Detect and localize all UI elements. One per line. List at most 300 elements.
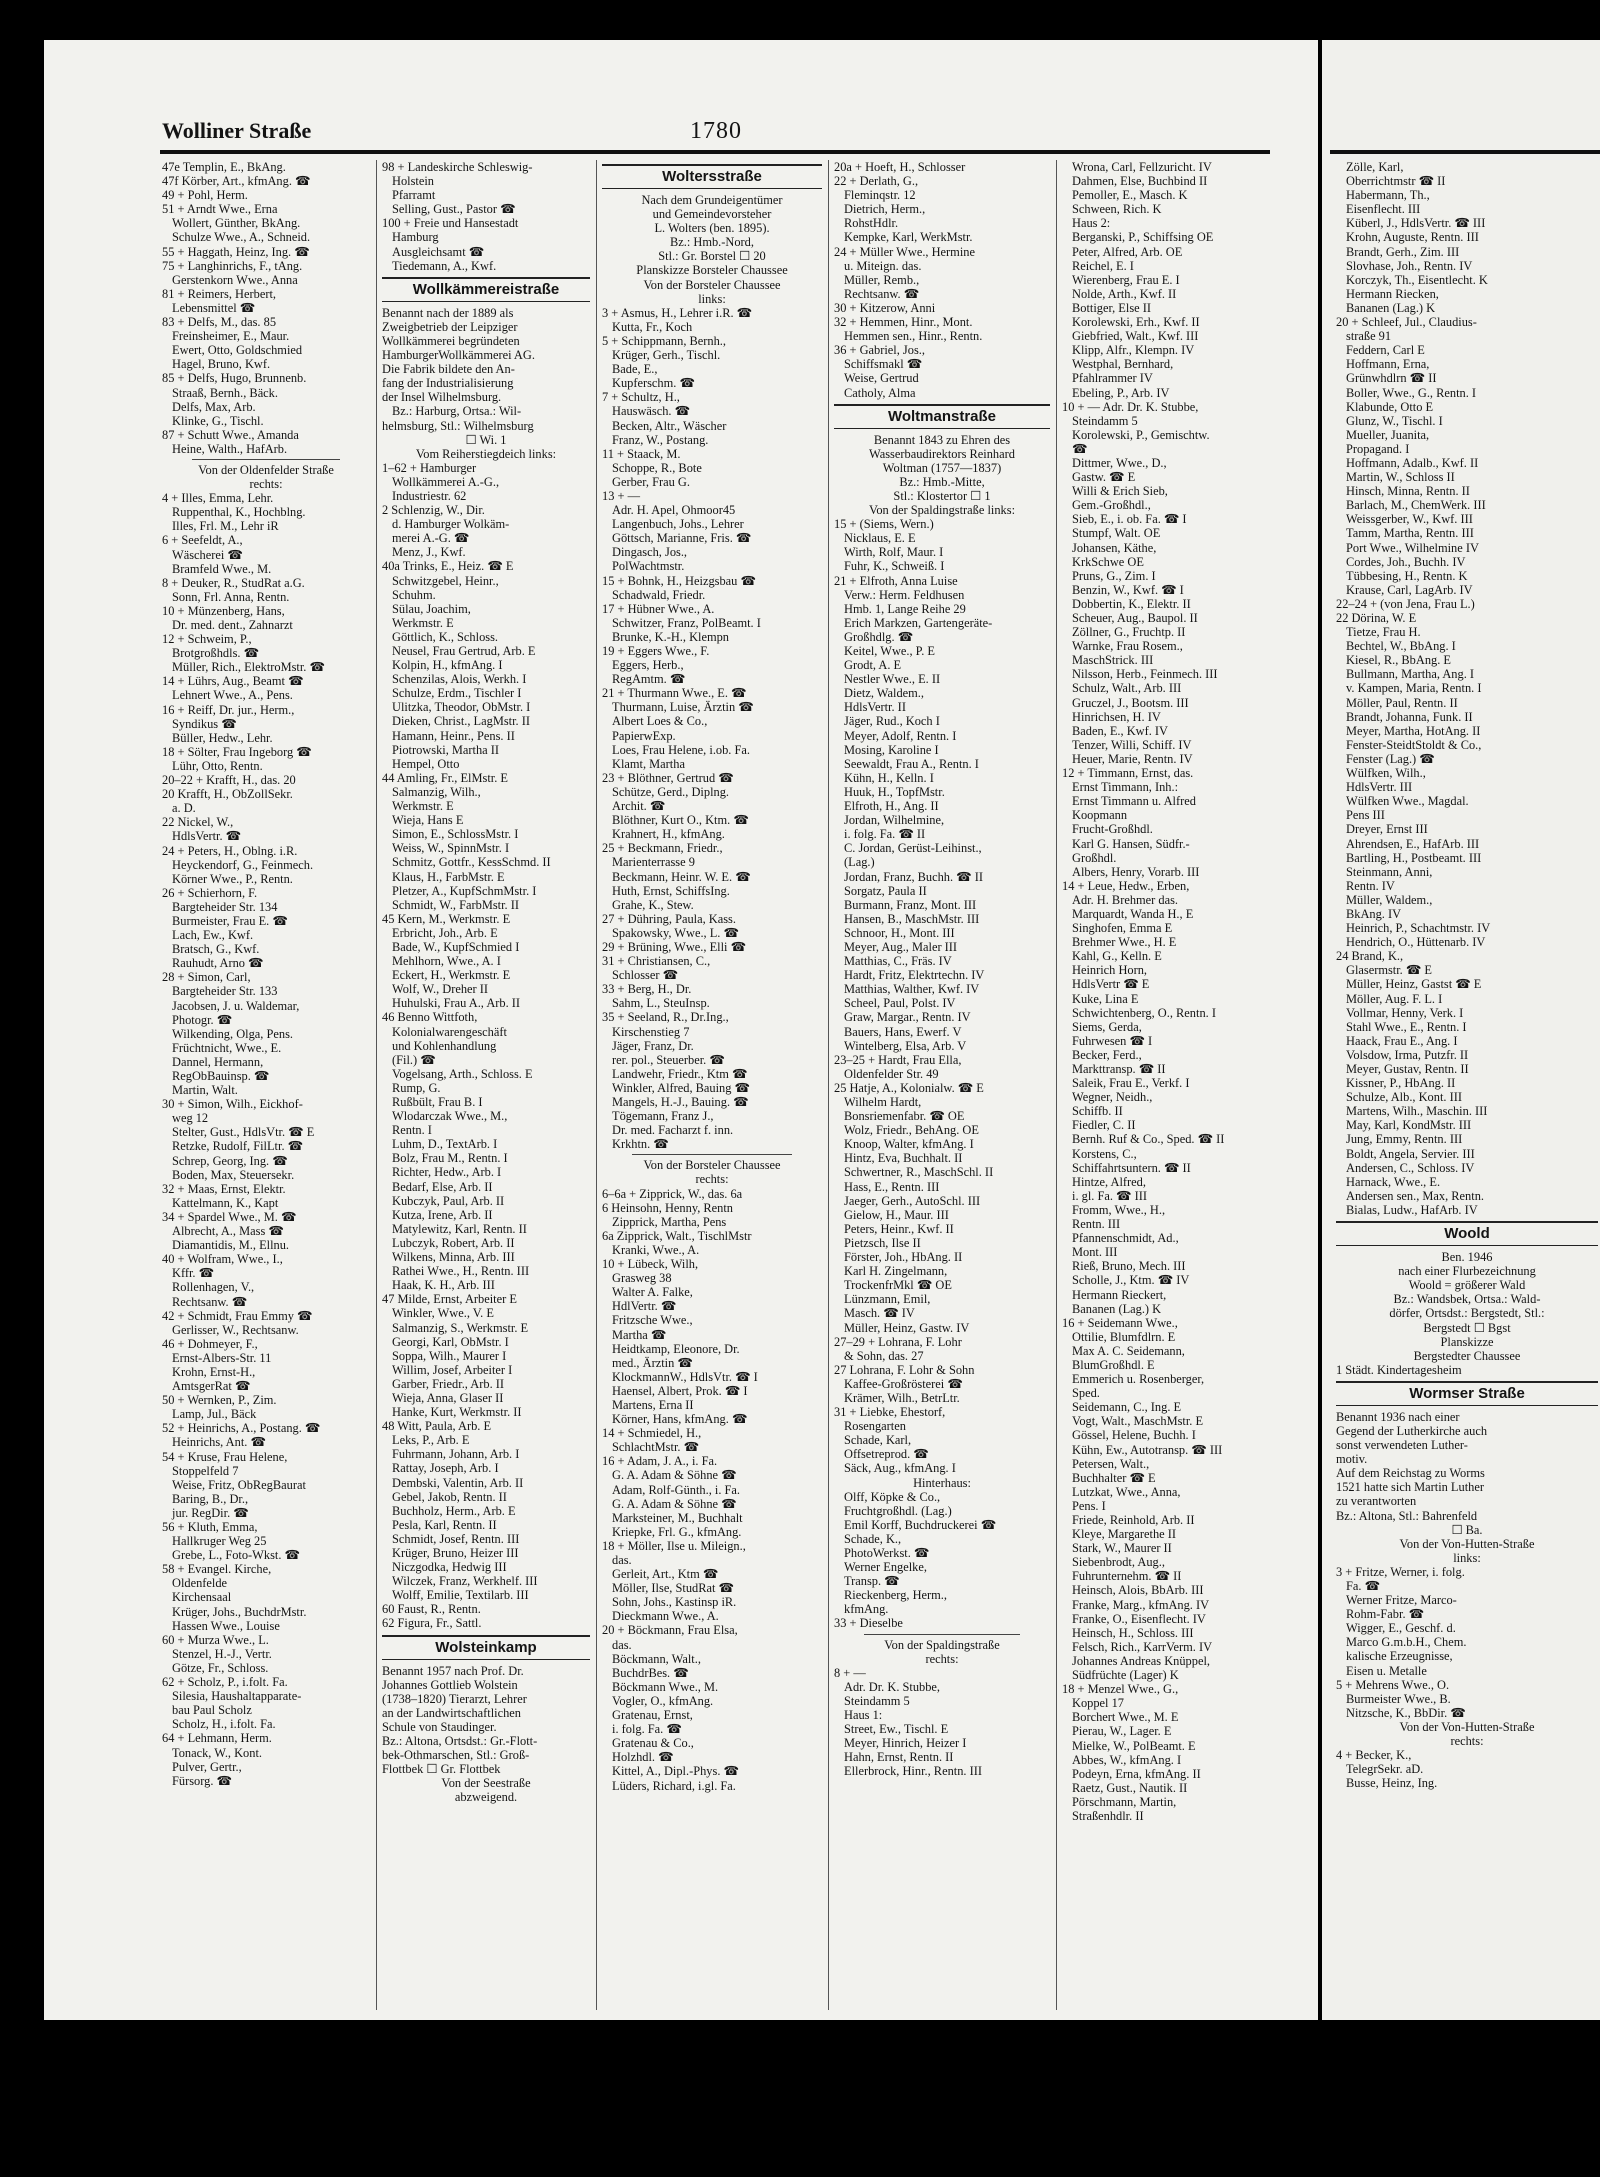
resident-entry: AmtsgerRat ☎ (172, 1379, 251, 1394)
resident-entry: Göttsch, Marianne, Fris. ☎ (612, 531, 752, 546)
resident-entry: Eggers, Herb., (612, 658, 684, 673)
resident-entry: Hahn, Ernst, Rentn. II (844, 1750, 954, 1765)
resident-entry: Müller, Rich., ElektroMstr. ☎ (172, 660, 325, 675)
house-entry: 23–25 + Hardt, Frau Ella, (834, 1052, 962, 1067)
resident-entry: Pens. I (1072, 1498, 1106, 1513)
resident-entry: Mangels, H.-J., Bauing. ☎ (612, 1095, 749, 1109)
resident-entry: Stoppelfeld 7 (172, 1463, 239, 1478)
resident-entry: HdlsVertr ☎ E (1072, 977, 1150, 992)
resident-entry: Wilczek, Franz, Werkhelf. III (392, 1574, 538, 1589)
resident-entry: Seewaldt, Frau A., Rentn. I (844, 756, 979, 771)
column-2 (382, 160, 590, 2005)
resident-entry: Fromm, Wwe., H., (1072, 1202, 1166, 1217)
resident-entry: Salmanzig, S., Werkmstr. E (392, 1320, 529, 1335)
street-note: Bergstedter Chaussee (1413, 1348, 1521, 1363)
resident-entry: Müller, Heinz, Gastst ☎ E (1346, 977, 1482, 992)
resident-entry: Rieckenberg, Herm., (844, 1588, 947, 1603)
resident-entry: Felsch, Rich., KarrVerm. IV (1072, 1639, 1213, 1654)
resident-entry: Bottiger, Else II (1072, 300, 1151, 315)
resident-entry: Fürsorg. ☎ (172, 1773, 232, 1788)
house-entry: 17 + Hübner Wwe., A. (602, 601, 715, 616)
resident-entry: Marienterrasse 9 (612, 855, 695, 870)
resident-entry: Hanke, Kurt, Werkmstr. II (392, 1405, 522, 1420)
resident-entry: Tonack, W., Kont. (172, 1745, 262, 1760)
resident-entry: Glasermstr. ☎ E (1346, 963, 1432, 978)
house-entry: zu verantworten (1336, 1494, 1417, 1509)
street-note: Hinterhaus: (913, 1475, 971, 1490)
resident-entry: Gastw. ☎ E (1072, 470, 1136, 485)
resident-entry: Masch. ☎ IV (844, 1306, 915, 1321)
house-entry: Johannes Gottlieb Wolstein (382, 1677, 518, 1692)
resident-entry: Johansen, Käthe, (1072, 540, 1157, 555)
resident-entry: Loes, Frau Helene, i.ob. Fa. (612, 742, 750, 757)
resident-entry: Korolewski, Erh., Kwf. II (1072, 315, 1200, 330)
resident-entry: Borchert Wwe., M. E (1072, 1710, 1179, 1725)
resident-entry: BlumGroßhdl. E (1072, 1357, 1155, 1372)
resident-entry: Illes, Frl. M., Lehr iR (172, 519, 279, 534)
house-entry: an der Landwirtschaftlichen (382, 1705, 521, 1720)
resident-entry: Abbes, W., kfmAng. I (1072, 1752, 1182, 1767)
resident-entry: RegObBauinsp. ☎ (172, 1069, 270, 1083)
resident-entry: Schwitzgebel, Heinr., (392, 573, 499, 588)
resident-entry: Ahrendsen, E., HafArb. III (1346, 836, 1480, 851)
resident-entry: Dreyer, Ernst III (1346, 822, 1428, 837)
resident-entry: Büller, Hedw., Lehr. (172, 730, 273, 745)
house-entry: Benannt 1936 nach einer (1336, 1409, 1460, 1424)
resident-entry: Barlach, M., ChemWerk. III (1346, 498, 1486, 513)
house-entry: bek-Othmarschen, Stl.: Groß- (382, 1748, 530, 1763)
street-note: Stl.: Klostertor ☐ 1 (893, 488, 991, 503)
resident-entry: Fuhrunternehm. ☎ II (1072, 1569, 1182, 1584)
resident-entry: Vogt, Walt., MaschMstr. E (1072, 1414, 1204, 1429)
resident-entry: TrockenfrMkl ☎ OE (844, 1278, 952, 1293)
house-entry: 15 + (Siems, Wern.) (834, 517, 934, 532)
resident-entry: Gielow, H., Maur. III (844, 1207, 949, 1222)
resident-entry: Adr. H. Brehmer das. (1072, 892, 1178, 907)
resident-entry: Kleye, Margarethe II (1072, 1527, 1177, 1542)
house-entry: Die Fabrik bildete den An- (382, 362, 515, 377)
resident-entry: Krohn, Auguste, Rentn. III (1346, 230, 1479, 245)
resident-entry: Luhm, D., TextArb. I (392, 1137, 498, 1152)
resident-entry: Soppa, Wilh., Maurer I (392, 1348, 507, 1363)
resident-entry: Pletzer, A., KupfSchmMstr. I (392, 883, 537, 898)
resident-entry: Brunke, K.-H., Klempn (612, 629, 730, 644)
resident-entry: Baring, B., Dr., (172, 1491, 249, 1506)
column-divider (596, 160, 597, 2010)
resident-entry: Giebfried, Walt., Kwf. III (1072, 329, 1199, 344)
resident-entry: Lünzmann, Emil, (844, 1292, 931, 1307)
resident-entry: Kiesel, R., BbAng. E (1346, 653, 1451, 668)
resident-entry: Hamburg (392, 230, 439, 245)
house-entry: 34 + Spardel Wwe., M. ☎ (162, 1209, 297, 1224)
section-separator (864, 1634, 1020, 1635)
resident-entry: Grodt, A. E (844, 658, 902, 673)
resident-entry: Leks, P., Arb. E (392, 1433, 470, 1448)
resident-entry: Scholz, H., i.folt. Fa. (172, 1717, 276, 1732)
resident-entry: Gerber, Frau G. (612, 474, 690, 489)
resident-entry: Kirchensaal (172, 1590, 232, 1605)
resident-entry: Vogler, O., kfmAng. (612, 1693, 714, 1708)
house-entry: sonst verwendeten Luther- (1336, 1438, 1468, 1453)
resident-entry: Schmitz, Gottfr., KessSchmd. II (392, 855, 551, 870)
house-entry: 62 + Scholz, P., i.folt. Fa. (162, 1675, 288, 1690)
house-entry: 1–62 + Hamburger (382, 460, 477, 475)
resident-entry: Jordan, Franz, Buchh. ☎ II (844, 869, 983, 884)
resident-entry: Siebenbrodt, Aug., (1072, 1555, 1165, 1570)
street-note: Von der Borsteler Chaussee (643, 277, 781, 292)
resident-entry: Kaffee-Großrösterei ☎ (844, 1376, 963, 1391)
resident-entry: Buchholz, Herm., Arb. E (392, 1503, 516, 1518)
resident-entry: Hempel, Otto (392, 756, 460, 771)
resident-entry: Schütze, Gerd., Diplng. (612, 784, 729, 799)
resident-entry: Bz.: Harburg, Ortsa.: Wil- (392, 404, 522, 419)
resident-entry: Garber, Friedr., Arb. II (392, 1376, 505, 1391)
house-entry: 1521 hatte sich Martin Luther (1336, 1480, 1484, 1495)
house-entry: 31 + Christiansen, C., (602, 954, 711, 969)
house-entry: 6 Heinsohn, Henny, Rentn (602, 1200, 734, 1215)
resident-entry: Großhdlg. ☎ (844, 629, 914, 644)
resident-entry: Fenster (Lag.) ☎ (1346, 751, 1435, 766)
resident-entry: Pörschmann, Martin, (1072, 1794, 1177, 1809)
resident-entry: Schlosser ☎ (612, 968, 679, 983)
resident-entry: Schade, Karl, (844, 1433, 912, 1448)
resident-entry: Grahe, K., Stew. (612, 897, 694, 912)
house-entry: 4 + Becker, K., (1336, 1748, 1412, 1763)
resident-entry: Pesla, Karl, Rentn. II (392, 1517, 497, 1532)
resident-entry: Kühn, Ew., Autotransp. ☎ III (1072, 1442, 1223, 1457)
resident-entry: Schwertner, R., MaschSchl. II (844, 1165, 994, 1180)
resident-entry: Haus 1: (844, 1708, 883, 1723)
street-note: rechts: (249, 477, 283, 492)
resident-entry: Müller, Heinz, Gastw. IV (844, 1320, 970, 1335)
resident-entry: Marco G.m.b.H., Chem. (1346, 1635, 1467, 1650)
resident-entry: Ernst-Albers-Str. 11 (172, 1350, 272, 1365)
resident-entry: Tögemann, Franz J., (612, 1109, 714, 1124)
house-entry: 14 + Schmiedel, H., (602, 1426, 702, 1441)
resident-entry: Korstens, C., (1072, 1146, 1137, 1161)
resident-entry: Bernh. Ruf & Co., Sped. ☎ II (1072, 1132, 1225, 1147)
resident-entry: Wilkending, Olga, Pens. (172, 1026, 293, 1041)
resident-entry: Küberl, J., HdlsVertr. ☎ III (1346, 216, 1486, 231)
resident-entry: Bargteheider Str. 134 (172, 899, 278, 914)
resident-entry: Sorgatz, Paula II (844, 883, 927, 898)
resident-entry: RegAmtm. ☎ (612, 672, 686, 687)
house-entry: 45 Kern, M., Werkmstr. E (382, 911, 511, 926)
resident-entry: Sieb, E., i. ob. Fa. ☎ I (1072, 512, 1187, 527)
resident-entry: Sped. (1072, 1386, 1100, 1401)
resident-entry: Raetz, Gust., Nautik. II (1072, 1780, 1188, 1795)
street-note: Nach dem Grundeigentümer (641, 193, 783, 207)
resident-entry: Wülfken, Wilh., (1346, 766, 1426, 781)
resident-entry: Matthias, C., Fräs. IV (844, 954, 952, 969)
street-note: Von der Spaldingstraße (884, 1637, 1000, 1652)
resident-entry: Franke, O., Eisenflecht. IV (1072, 1611, 1206, 1626)
house-entry: 16 + Seidemann Wwe., (1062, 1315, 1178, 1330)
house-entry: 21 + Elfroth, Anna Luise (834, 573, 958, 588)
house-entry: 11 + Staack, M. (602, 446, 681, 461)
resident-entry: Krämer, Wilh., BetrLtr. (844, 1390, 960, 1405)
resident-entry: Möller, Aug. F. L. I (1346, 991, 1443, 1006)
house-entry: 47f Körber, Art., kfmAng. ☎ (162, 174, 311, 189)
resident-entry: Sohn, Johs., Kastinsp iR. (612, 1595, 737, 1610)
resident-entry: Straßenhdlr. II (1072, 1808, 1144, 1823)
resident-entry: Schenzilas, Alois, Werkh. I (392, 672, 527, 687)
column-5 (1062, 160, 1270, 2005)
resident-entry: Rump, G. (392, 1080, 441, 1095)
resident-entry: Pulver, Gertr., (172, 1759, 242, 1774)
resident-entry: Müller, Remb., (844, 272, 920, 287)
resident-entry: Schween, Rich. K (1072, 202, 1162, 217)
resident-entry: Eisen u. Metalle (1346, 1663, 1427, 1678)
resident-entry: Holzhdl. ☎ (612, 1750, 674, 1765)
resident-entry: Koppel 17 (1072, 1696, 1124, 1711)
column-6 (1336, 160, 1598, 2005)
resident-entry: Dr. med. dent., Zahnarzt (172, 618, 293, 632)
resident-entry: Marquardt, Wanda H., E (1072, 906, 1194, 921)
column-divider (376, 160, 377, 2010)
house-entry: 75 + Langhinrichs, F., tAng. (162, 258, 303, 273)
resident-entry: Böckmann, Walt., (612, 1651, 701, 1666)
resident-entry: das. (612, 1553, 632, 1567)
resident-entry: Schade, K., (844, 1531, 902, 1546)
resident-entry: Ausgleichsamt ☎ (392, 244, 485, 259)
resident-entry: Heinsch, Alois, BbArb. III (1072, 1583, 1204, 1598)
resident-entry: Rathei Wwe., H., Rentn. III (392, 1264, 530, 1279)
resident-entry: Andersen, C., Schloss. IV (1346, 1160, 1475, 1175)
resident-entry: Volsdow, Irma, Putzfr. II (1346, 1047, 1469, 1062)
resident-entry: Nicklaus, E. E (844, 531, 916, 546)
street-note: Von der Spaldingstraße links: (868, 503, 1016, 518)
house-entry: 25 + Beckmann, Friedr., (602, 841, 723, 856)
resident-entry: Mont. III (1072, 1245, 1118, 1260)
resident-entry: Rentn. III (1072, 1217, 1121, 1232)
resident-entry: Kahl, G., Kelln. E (1072, 949, 1162, 964)
house-entry: 40 + Wolfram, Wwe., I., (162, 1252, 283, 1267)
resident-entry: Jung, Emmy, Rentn. III (1346, 1132, 1463, 1147)
resident-entry: Schadwald, Friedr. (612, 587, 706, 602)
resident-entry: straße 91 (1346, 329, 1392, 344)
resident-entry: Haus 2: (1072, 216, 1111, 231)
resident-entry: Bramfeld Wwe., M. (172, 561, 272, 576)
house-entry: 13 + — (602, 488, 640, 503)
house-entry: 32 + Maas, Ernst, Elektr. (162, 1181, 286, 1196)
resident-entry: Möller, Ilse, StudRat ☎ (612, 1581, 734, 1596)
resident-entry: Albert Loes & Co., (612, 714, 708, 729)
resident-entry: Schulze, Erdm., Tischler I (392, 686, 522, 701)
house-entry: 24 + Peters, H., Oblng. i.R. (162, 843, 298, 858)
resident-entry: Propagand. I (1346, 441, 1410, 456)
resident-entry: Meyer, Aug., Maler III (844, 939, 958, 954)
resident-entry: Kempke, Karl, WerkMstr. (844, 230, 973, 245)
resident-entry: Gerleit, Art., Ktm ☎ (612, 1567, 719, 1582)
resident-entry: i. folg. Fa. ☎ (612, 1722, 682, 1737)
resident-entry: Rechtsanw. ☎ (844, 286, 920, 301)
resident-entry: Krüger, Bruno, Heizer III (392, 1546, 519, 1560)
resident-entry: Vogelsang, Arth., Schloss. E (392, 1066, 533, 1081)
resident-entry: Wollkämmerei A.-G., (392, 474, 500, 489)
street-note: Bz.: Hmb.-Mitte, (899, 474, 985, 489)
resident-entry: Gerlisser, W., Rechtsanw. (172, 1322, 299, 1337)
resident-entry: Heidtkamp, Eleonore, Dr. (612, 1341, 740, 1356)
resident-entry: Knoop, Walter, kfmAng. I (844, 1137, 974, 1152)
resident-entry: Bade, W., KupfSchmied I (392, 939, 520, 954)
resident-entry: Martens, Wilh., Maschin. III (1346, 1104, 1488, 1119)
resident-entry: Pruns, G., Zim. I (1072, 568, 1156, 583)
resident-entry: Ruppenthal, K., Hochblng. (172, 505, 306, 520)
resident-entry: Weise, Fritz, ObRegBaurat (172, 1477, 306, 1492)
resident-entry: Erich Markzen, Gartengeräte- (844, 615, 993, 630)
resident-entry: Ewert, Otto, Goldschmied (172, 343, 303, 358)
resident-entry: Warnke, Frau Rosem., (1072, 639, 1183, 654)
house-entry: Zweigbetrieb der Leipziger (382, 319, 518, 334)
house-entry: (1738–1820) Tierarzt, Lehrer (382, 1691, 527, 1706)
resident-entry: Fenster-SteidtStoldt & Co., (1346, 737, 1482, 752)
resident-entry: Petersen, Walt., (1072, 1456, 1150, 1471)
resident-entry: Archit. ☎ (612, 799, 666, 814)
house-entry: 10 + Lübeck, Wilh, (602, 1257, 699, 1272)
resident-entry: Hemmen sen., Hinr., Rentn. (844, 329, 983, 344)
resident-entry: Fuhr, K., Schweiß. I (844, 559, 945, 574)
resident-entry: Industriestr. 62 (392, 488, 467, 503)
resident-entry: Vollmar, Henny, Verk. I (1346, 1005, 1464, 1020)
resident-entry: Klamt, Martha (612, 756, 685, 771)
resident-entry: Möller, Paul, Rentn. II (1346, 695, 1458, 710)
house-entry: 24 Brand, K., (1336, 949, 1404, 964)
resident-entry: Fruchtgroßhdl. (Lag.) (844, 1503, 952, 1518)
resident-entry: Hardt, Fritz, Elektrtechn. IV (844, 968, 985, 983)
resident-entry: Rohm-Fabr. ☎ (1346, 1607, 1425, 1622)
house-entry: 60 Faust, R., Rentn. (382, 1602, 481, 1617)
resident-entry: May, Karl, KondMstr. III (1346, 1118, 1472, 1133)
resident-entry: Dietrich, Herm., (844, 202, 926, 217)
header-rule (160, 150, 1270, 154)
house-entry: 20 Krafft, H., ObZollSekr. (162, 787, 293, 802)
resident-entry: Markttransp. ☎ II (1072, 1062, 1166, 1076)
house-entry: 20 + Böckmann, Frau Elsa, (602, 1623, 738, 1638)
resident-entry: HdlsVertr. ☎ (172, 829, 242, 844)
house-entry: 47e Templin, E., BkAng. (162, 160, 286, 174)
resident-entry: Stumpf, Walt. OE (1072, 526, 1161, 541)
resident-entry: Adam, Rolf-Günth., i. Fa. (612, 1482, 741, 1497)
resident-entry: Stahl Wwe., E., Rentn. I (1346, 1019, 1467, 1034)
resident-entry: Gem.-Großhdl., (1072, 498, 1151, 513)
house-entry: 32 + Hemmen, Hinr., Mont. (834, 315, 973, 330)
house-entry: 50 + Wernken, P., Zim. (162, 1393, 277, 1408)
resident-entry: Erbricht, Joh., Arb. E (392, 925, 498, 940)
house-entry: 27 Lohrana, F. Lohr & Sohn (834, 1362, 975, 1377)
resident-entry: Kriepke, Frl. G., kfmAng. (612, 1524, 742, 1539)
house-entry: 56 + Kluth, Emma, (162, 1520, 258, 1534)
resident-entry: Wrona, Carl, Fellzuricht. IV (1072, 160, 1212, 174)
street-note: nach einer Flurbezeichnung (1398, 1264, 1536, 1279)
resident-entry: Hassen Wwe., Louise (172, 1618, 280, 1633)
resident-entry: Heine, Walth., HafArb. (172, 441, 288, 456)
resident-entry: Albers, Henry, Vorarb. III (1072, 864, 1200, 879)
resident-entry: Karl H. Zingelmann, (844, 1264, 948, 1279)
resident-entry: Pfarramt (392, 188, 436, 203)
house-entry: Schule von Staudinger. (382, 1719, 497, 1734)
resident-entry: Feddern, Carl E (1346, 343, 1425, 358)
resident-entry: Heyckendorf, G., Feinmech. (172, 857, 314, 872)
resident-entry: Pemoller, E., Masch. K (1072, 188, 1188, 203)
house-entry: 36 + Gabriel, Jos., (834, 343, 925, 358)
resident-entry: Martin, W., Schloss II (1346, 470, 1455, 485)
resident-entry: Syndikus ☎ (172, 716, 237, 731)
resident-entry: Meyer, Adolf, Rentn. I (844, 728, 957, 743)
house-entry: der Insel Wilhelmsburg. (382, 390, 502, 405)
resident-entry: Salmanzig, Wilh., (392, 784, 481, 799)
house-entry: 22–24 + (von Jena, Frau L.) (1336, 596, 1475, 611)
resident-entry: Werner Engelke, (844, 1560, 927, 1575)
house-entry: 7 + Schultz, H., (602, 390, 680, 405)
resident-entry: Kranki, Wwe., A. (612, 1242, 700, 1257)
street-note: Vom Reiherstiegdeich links: (415, 446, 557, 461)
resident-entry: Lach, Ew., Kwf. (172, 928, 254, 943)
resident-entry: Pfahlrammer IV (1072, 371, 1153, 386)
street-heading: Wormser Straße (1336, 1381, 1598, 1406)
house-entry: 14 + Leue, Hedw., Erben, (1062, 878, 1190, 893)
resident-entry: Rieß, Bruno, Mech. III (1072, 1259, 1186, 1274)
resident-entry: Dittmer, Wwe., D., (1072, 455, 1167, 470)
resident-entry: Hass, E., Rentn. III (844, 1179, 940, 1194)
resident-entry: Wieja, Anna, Glaser II (392, 1390, 504, 1405)
resident-entry: Benzin, W., Kwf. ☎ I (1072, 582, 1184, 597)
street-note: Ben. 1946 (1441, 1250, 1493, 1265)
resident-entry: Nestler Wwe., E. II (844, 672, 941, 687)
resident-entry: Habermann, Th., (1346, 188, 1430, 203)
resident-entry: Südfrüchte (Lager) K (1072, 1668, 1179, 1683)
house-entry: 20–22 + Krafft, H., das. 20 (162, 773, 296, 788)
page-number: 1780 (690, 118, 742, 144)
house-entry: Wollkämmerei begründeten (382, 333, 520, 348)
resident-entry: Kutta, Fr., Koch (612, 319, 693, 334)
resident-entry: Bechtel, W., BbAng. I (1346, 639, 1456, 654)
resident-entry: Grasweg 38 (612, 1271, 672, 1286)
resident-entry: Tamm, Martha, Rentn. III (1346, 526, 1474, 541)
resident-entry: Fuhrwesen ☎ I (1072, 1033, 1153, 1048)
resident-entry: Steinmann, Anni, (1346, 864, 1433, 879)
resident-entry: Seidemann, C., Ing. E (1072, 1400, 1182, 1415)
house-entry: Benannt nach der 1889 als (382, 305, 514, 320)
house-entry: 62 Figura, Fr., Sattl. (382, 1616, 482, 1631)
house-entry: 6–6a + Zipprick, W., das. 6a (602, 1186, 743, 1201)
resident-entry: Rauhudt, Arno ☎ (172, 956, 264, 971)
resident-entry: Oldenfelde (172, 1576, 228, 1591)
resident-entry: HdlVertr. ☎ (612, 1299, 677, 1314)
street-note: links: (1453, 1550, 1481, 1565)
resident-entry: Georgi, Karl, ObMstr. I (392, 1334, 509, 1349)
section-separator (192, 459, 340, 460)
resident-entry: Freinsheimer, E., Maur. (172, 329, 290, 344)
resident-entry: Blöthner, Kurt O., Ktm. ☎ (612, 813, 749, 828)
resident-entry: Matthias, Walther, Kwf. IV (844, 982, 980, 997)
house-entry: Gegend der Lutherkirche auch (1336, 1423, 1488, 1438)
resident-entry: Boller, Wwe., G., Rentn. I (1346, 385, 1477, 400)
resident-entry: Sonn, Frl. Anna, Rentn. (172, 589, 290, 604)
resident-entry: Photogr. ☎ (172, 1012, 233, 1027)
resident-entry: v. Kampen, Maria, Rentn. I (1346, 681, 1482, 696)
resident-entry: Schoppe, R., Bote (612, 460, 702, 475)
resident-entry: Zipprick, Martha, Pens (612, 1214, 727, 1229)
resident-entry: a. D. (172, 801, 196, 816)
resident-entry: Street, Ew., Tischl. E (844, 1722, 949, 1737)
house-entry: Bz.: Altona, Ortsdst.: Gr.-Flott- (382, 1734, 538, 1749)
resident-entry: Lühr, Otto, Rentn. (172, 758, 263, 773)
house-entry: 22 + Derlath, G., (834, 174, 919, 189)
resident-entry: Baden, E., Kwf. IV (1072, 723, 1169, 738)
resident-entry: Lüders, Richard, i.gl. Fa. (612, 1778, 736, 1793)
resident-entry: Podeyn, Erna, kfmAng. II (1072, 1766, 1201, 1781)
